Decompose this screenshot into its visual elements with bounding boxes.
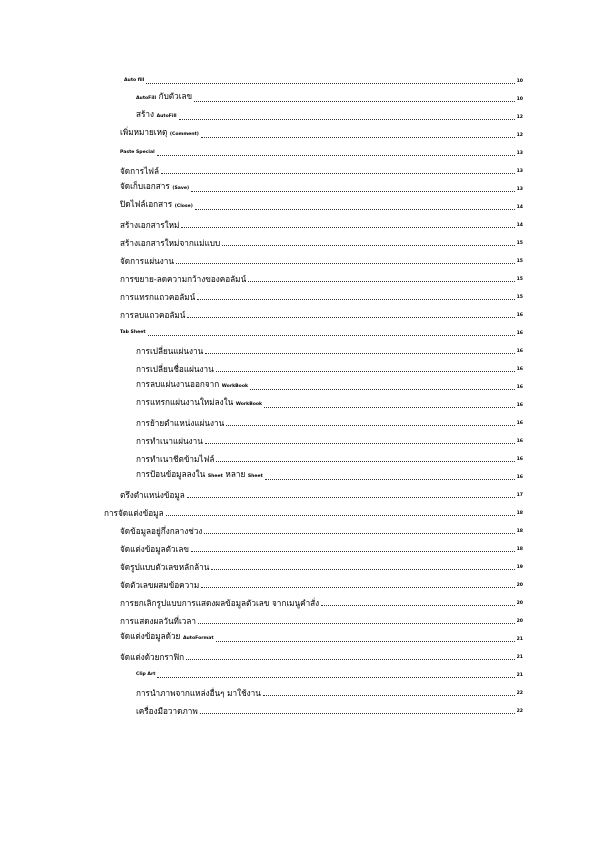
toc-entry-title: จัดรูปแบบตัวเลขหลักล้าน bbox=[120, 562, 210, 572]
toc-entry-title: เพิ่มหมายเหตุ (Comment) bbox=[120, 127, 199, 137]
toc-page-number: 16 bbox=[516, 313, 523, 318]
toc-entry-title: การขยาย-ลดความกว้างของคอลัมน์ bbox=[120, 274, 247, 284]
toc-entry[interactable] bbox=[136, 414, 523, 428]
toc-leader-dots bbox=[197, 298, 514, 300]
toc-entry[interactable] bbox=[120, 180, 523, 194]
toc-entry-title: Clip Art bbox=[136, 672, 156, 677]
toc-entry-title: สร้างเอกสารใหม่ bbox=[120, 220, 180, 230]
toc-leader-dots bbox=[226, 424, 514, 426]
toc-entry[interactable] bbox=[124, 72, 523, 86]
toc-entry-title: จัดการไฟล์ bbox=[120, 166, 159, 176]
toc-entry-title: การลบแผ่นงานออกจาก WorkBook bbox=[136, 379, 249, 389]
toc-leader-dots bbox=[205, 442, 515, 444]
toc-leader-dots bbox=[195, 208, 515, 210]
toc-entry-title: การเปลี่ยนแผ่นงาน bbox=[136, 346, 204, 356]
toc-entry-title: การทำเนาแผ่นงาน bbox=[136, 436, 203, 446]
toc-entry[interactable] bbox=[120, 216, 523, 230]
toc-page-number: 12 bbox=[516, 115, 523, 120]
toc-entry[interactable] bbox=[136, 702, 523, 716]
toc-entry-title: จัดแต่งข้อมูลตัวเลข bbox=[120, 544, 189, 554]
toc-page-number: 16 bbox=[516, 331, 523, 336]
toc-entry[interactable] bbox=[136, 378, 523, 392]
toc-leader-dots bbox=[157, 154, 515, 156]
toc-leader-dots bbox=[250, 388, 515, 390]
toc-entry-title: Paste Special bbox=[120, 150, 155, 155]
toc-page-number: 10 bbox=[516, 79, 523, 84]
toc-entry[interactable] bbox=[120, 594, 523, 608]
toc-leader-dots bbox=[181, 226, 514, 228]
toc-leader-dots bbox=[216, 640, 515, 642]
toc-entry-title: ปิดไฟล์เอกสาร (Close) bbox=[120, 199, 193, 209]
toc-entry-title: จัดข้อมูลอยู่กึ่งกลางช่วง bbox=[120, 526, 203, 536]
toc-entry-title: สร้างเอกสารใหม่จากแม่แบบ bbox=[120, 238, 221, 248]
toc-page-number: 20 bbox=[516, 583, 523, 588]
toc-entry-title: การยกเลิกรูปแบบการแสดงผลข้อมูลตัวเลข จากเมนูคำสั่ง bbox=[120, 598, 320, 608]
toc-page-number: 22 bbox=[516, 691, 523, 696]
toc-page-number: 13 bbox=[516, 187, 523, 192]
toc-entry[interactable] bbox=[136, 684, 523, 698]
toc-entry[interactable] bbox=[120, 486, 523, 500]
toc-page-number: 21 bbox=[516, 655, 523, 660]
toc-entry-title: การจัดแต่งข้อมูล bbox=[104, 508, 164, 518]
toc-page-number: 12 bbox=[516, 133, 523, 138]
toc-leader-dots bbox=[216, 460, 514, 462]
toc-entry[interactable] bbox=[136, 360, 523, 374]
toc-leader-dots bbox=[265, 478, 515, 480]
toc-leader-dots bbox=[216, 370, 515, 372]
toc-entry-title: การทำเนาชีตข้ามไฟล์ bbox=[136, 454, 215, 464]
toc-page-number: 20 bbox=[516, 601, 523, 606]
toc-leader-dots bbox=[148, 334, 515, 336]
toc-leader-dots bbox=[191, 190, 515, 192]
toc-entry[interactable] bbox=[120, 198, 523, 212]
toc-leader-dots bbox=[176, 262, 515, 264]
toc-leader-dots bbox=[157, 676, 514, 678]
toc-leader-dots bbox=[211, 568, 514, 570]
toc-leader-dots bbox=[187, 496, 515, 498]
toc-entry[interactable] bbox=[136, 432, 523, 446]
toc-page-number: 16 bbox=[516, 439, 523, 444]
toc-leader-dots bbox=[222, 244, 514, 246]
toc-entry-title: เครื่องมือวาดภาพ bbox=[136, 706, 198, 716]
toc-entry-title: การแทรกแผ่นงานใหม่ลงใน WorkBook bbox=[136, 397, 263, 407]
toc-entry-title: จัดเก็บเอกสาร (Save) bbox=[120, 181, 190, 191]
toc-page-number: 16 bbox=[516, 421, 523, 426]
toc-entry[interactable] bbox=[120, 612, 523, 626]
toc-page-number: 15 bbox=[516, 295, 523, 300]
toc-page-number: 14 bbox=[516, 223, 523, 228]
toc-page-number: 15 bbox=[516, 241, 523, 246]
toc-page-number: 15 bbox=[516, 259, 523, 264]
toc-page-number: 21 bbox=[516, 637, 523, 642]
toc-page-number: 16 bbox=[516, 475, 523, 480]
toc-leader-dots bbox=[263, 694, 515, 696]
toc-entry[interactable] bbox=[120, 324, 523, 338]
toc-page-number: 16 bbox=[516, 349, 523, 354]
toc-leader-dots bbox=[204, 532, 514, 534]
toc-page-number: 14 bbox=[516, 205, 523, 210]
toc-leader-dots bbox=[198, 622, 515, 624]
toc-entry-title: การแทรกแถวคอลัมน์ bbox=[120, 292, 196, 302]
toc-entry-title: การลบแถวคอลัมน์ bbox=[120, 310, 186, 320]
toc-leader-dots bbox=[248, 280, 514, 282]
toc-entry[interactable] bbox=[104, 504, 523, 518]
toc-page-number: 17 bbox=[516, 493, 523, 498]
toc-entry-title: สร้าง AutoFill bbox=[136, 109, 177, 119]
toc-leader-dots bbox=[194, 100, 514, 102]
toc-entry[interactable] bbox=[120, 270, 523, 284]
toc-entry[interactable] bbox=[120, 162, 523, 176]
toc-entry[interactable] bbox=[120, 252, 523, 266]
toc-entry[interactable] bbox=[136, 666, 523, 680]
toc-page-number: 18 bbox=[516, 547, 523, 552]
toc-page-number: 21 bbox=[516, 673, 523, 678]
toc-entry-title: การเปลี่ยนชื่อแผ่นงาน bbox=[136, 364, 214, 374]
toc-entry[interactable] bbox=[120, 306, 523, 320]
toc-entry[interactable] bbox=[136, 450, 523, 464]
toc-page-number: 18 bbox=[516, 511, 523, 516]
toc-entry[interactable] bbox=[120, 576, 523, 590]
toc-entry[interactable] bbox=[120, 648, 523, 662]
toc-entry[interactable] bbox=[136, 342, 523, 356]
toc-page-number: 16 bbox=[516, 403, 523, 408]
toc-entry-title: ตรึงตำแหน่งข้อมูล bbox=[120, 490, 185, 500]
toc-entry-title: จัดตัวเลขผสมข้อความ bbox=[120, 580, 200, 590]
toc-page-number: 20 bbox=[516, 619, 523, 624]
toc-entry[interactable] bbox=[120, 540, 523, 554]
toc-leader-dots bbox=[186, 658, 514, 660]
toc-entry[interactable] bbox=[120, 558, 523, 572]
toc-leader-dots bbox=[264, 406, 514, 408]
toc-leader-dots bbox=[161, 172, 515, 174]
toc-leader-dots bbox=[321, 604, 514, 606]
toc-entry[interactable] bbox=[120, 522, 523, 536]
toc-leader-dots bbox=[201, 136, 515, 138]
toc-page-number: 15 bbox=[516, 277, 523, 282]
toc-page-number: 13 bbox=[516, 151, 523, 156]
toc-page-number: 19 bbox=[516, 565, 523, 570]
toc-page-number: 10 bbox=[516, 97, 523, 102]
toc-leader-dots bbox=[179, 118, 515, 120]
toc-entry-title: จัดการแผ่นงาน bbox=[120, 256, 174, 266]
toc-entry-title: Auto fill bbox=[124, 78, 145, 83]
toc-page-number: 22 bbox=[516, 709, 523, 714]
toc-entry-title: การย้ายตำแหน่งแผ่นงาน bbox=[136, 418, 225, 428]
toc-entry-title: การป้อนข้อมูลลงใน Sheet หลาย Sheet bbox=[136, 469, 263, 479]
toc-leader-dots bbox=[201, 586, 514, 588]
toc-entry[interactable] bbox=[136, 468, 523, 482]
toc-entry-title: การนำภาพจากแหล่งอื่นๆ มาใช้งาน bbox=[136, 688, 261, 698]
toc-entry-title: จัดแต่งด้วยกราฟิก bbox=[120, 652, 185, 662]
toc-entry[interactable] bbox=[136, 108, 523, 122]
toc-entry-title: Tab Sheet bbox=[120, 330, 146, 335]
toc-leader-dots bbox=[166, 514, 515, 516]
toc-page-number: 16 bbox=[516, 367, 523, 372]
toc-entry[interactable] bbox=[120, 630, 523, 644]
toc-page-number: 13 bbox=[516, 169, 523, 174]
toc-entry-title: จัดแต่งข้อมูลด้วย AutoFormat bbox=[120, 631, 214, 641]
toc-page-number: 16 bbox=[516, 385, 523, 390]
toc-entry[interactable] bbox=[136, 396, 523, 410]
toc-entry[interactable] bbox=[120, 234, 523, 248]
toc-leader-dots bbox=[205, 352, 514, 354]
toc-leader-dots bbox=[187, 316, 514, 318]
toc-leader-dots bbox=[200, 712, 515, 714]
toc-leader-dots bbox=[191, 550, 515, 552]
toc-page-number: 16 bbox=[516, 457, 523, 462]
toc-entry[interactable] bbox=[120, 288, 523, 302]
toc-leader-dots bbox=[146, 82, 514, 84]
toc-page-number: 18 bbox=[516, 529, 523, 534]
toc-entry-title: การแสดงผลวันที่เวลา bbox=[120, 616, 196, 626]
toc-entry[interactable] bbox=[120, 126, 523, 140]
toc-entry-title: AutoFill กับตัวเลข bbox=[136, 91, 193, 101]
toc-entry[interactable] bbox=[120, 144, 523, 158]
toc-entry[interactable] bbox=[136, 90, 523, 104]
